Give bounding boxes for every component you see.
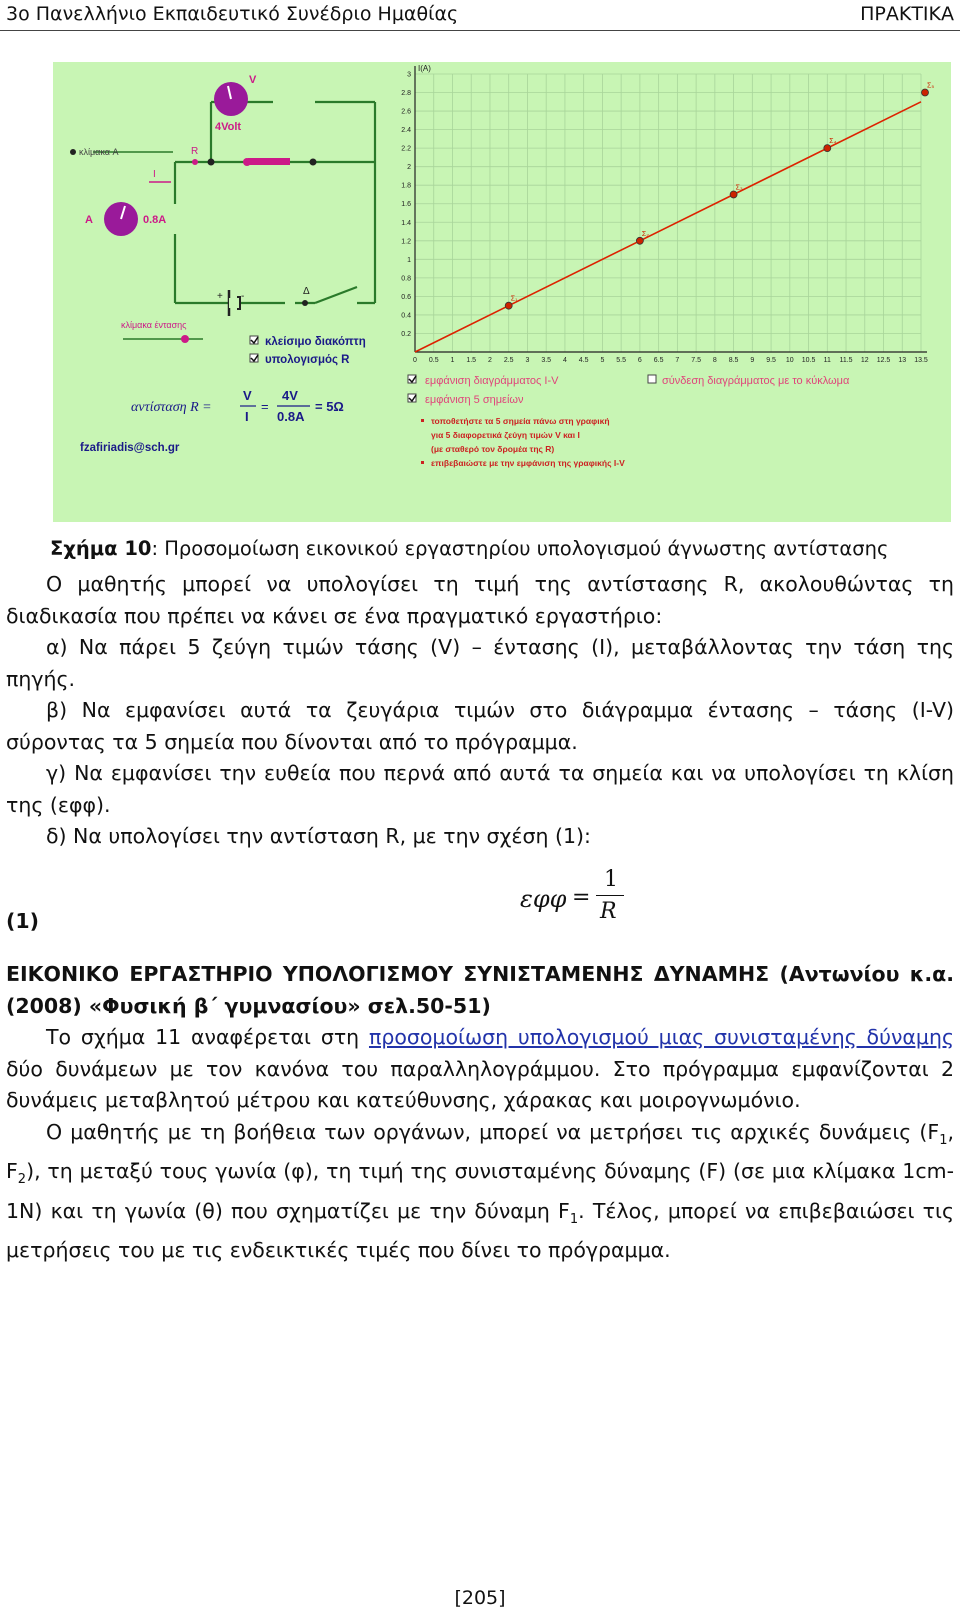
paragraph: γ) Να εμφανίσει την ευθεία που περνά από αυτά τα σημεία και να υπολογίσει τη κλίση της (εφφ). — [6, 761, 954, 817]
resistor — [248, 158, 290, 165]
simulation-link[interactable]: προσομοίωση υπολογισμού μιας συνισταμένης δύναμης — [368, 1025, 954, 1049]
voltmeter-letter: V — [249, 74, 257, 86]
y-tick-label: 0.2 — [401, 330, 411, 338]
paragraph: β) Να εμφανίσει αυτά τα ζευγάρια τιμών στο διάγραμμα έντασης – τάσης (I-V) σύροντας τα 5 σημεία που δίνονται από το πρόγραμμα. — [6, 698, 954, 754]
data-point-label: Σ₂ — [641, 230, 649, 238]
subscript: 1 — [939, 1132, 948, 1148]
formula-left: αντίσταση R = — [131, 400, 212, 415]
simulation-figure — [53, 62, 951, 522]
instruction-line: τοποθετήστε τα 5 σημεία πάνω στη γραφική — [431, 416, 610, 426]
x-tick-label: 9 — [750, 357, 755, 364]
equation-lhs: εφφ — [520, 885, 567, 913]
battery-plus: + — [217, 291, 223, 302]
checkbox-show-iv[interactable] — [408, 375, 559, 387]
node-right — [310, 159, 317, 166]
formula-result: = 5Ω — [315, 399, 344, 414]
data-point-label: Σ₁ — [510, 295, 518, 303]
checkbox-calc-r-label: υπολογισμός R — [265, 354, 350, 366]
checkbox-calc-r[interactable] — [250, 354, 350, 366]
y-tick-label: 1.6 — [401, 201, 411, 209]
y-tick-label: 1 — [407, 256, 411, 264]
subscript: 2 — [17, 1172, 27, 1188]
resistor-left-node — [243, 158, 251, 166]
y-tick-label: 0.4 — [401, 312, 411, 320]
paragraph: δ) Να υπολογίσει την αντίσταση R, με την σχέση (1): — [46, 824, 591, 848]
checkbox-connect[interactable] — [648, 375, 850, 387]
y-tick-label: 2.4 — [401, 127, 411, 135]
header-conference-title: 3ο Πανελλήνιο Εκπαιδευτικό Συνέδριο Ημαθίας — [6, 3, 459, 25]
instruction-line: (με σταθερό τον δρομέα της R) — [431, 444, 555, 454]
checkbox-show-points[interactable] — [408, 394, 524, 406]
fit-line — [415, 102, 921, 352]
equation — [520, 867, 660, 943]
x-tick-label: 2 — [488, 357, 492, 364]
subscript: 1 — [569, 1211, 579, 1227]
data-point — [922, 89, 929, 96]
scale-a-slider-handle[interactable] — [70, 149, 76, 155]
x-tick-label: 5 — [600, 357, 605, 364]
paragraph-text: Το σχήμα 11 αναφέρεται στη — [46, 1025, 369, 1049]
x-tick-label: 0.5 — [428, 357, 439, 364]
checkbox-switch-label: κλείσιμο διακόπτη — [265, 336, 366, 348]
instruction-line: επιβεβαιώστε με την εμφάνιση της γραφικής I-V — [431, 458, 625, 468]
x-tick-label: 11 — [823, 357, 831, 364]
page-number: [205] — [454, 1587, 506, 1609]
scale-a-label: κλίμακα A — [79, 147, 119, 157]
current-label: I — [153, 169, 156, 180]
x-tick-label: 4 — [562, 357, 567, 364]
x-tick-label: 6.5 — [653, 357, 664, 364]
ammeter-reading: 0.8A — [143, 214, 167, 226]
x-tick-label: 1 — [450, 357, 455, 364]
ammeter-letter: A — [85, 214, 93, 226]
equation-denominator: R — [600, 899, 617, 924]
x-tick-label: 11.5 — [839, 357, 853, 364]
y-tick-label: 0.6 — [401, 293, 411, 301]
author-email: fzafiriadis@sch.gr — [80, 442, 180, 454]
x-tick-label: 9.5 — [766, 357, 776, 364]
x-tick-label: 2.5 — [503, 357, 514, 364]
x-tick-label: 7 — [675, 357, 680, 364]
y-tick-label: 3 — [407, 71, 411, 79]
resistor-slider-handle[interactable] — [192, 159, 198, 165]
checkbox-switch[interactable] — [250, 336, 366, 348]
equation-equals: = — [572, 885, 591, 910]
data-point — [824, 145, 831, 152]
figure-caption — [50, 537, 888, 560]
x-tick-label: 12.5 — [876, 357, 891, 364]
formula-v: V — [243, 388, 252, 403]
x-tick-label: 10 — [785, 357, 794, 364]
switch-label: Δ — [303, 286, 310, 297]
scale-v-label: κλίμακα έντασης — [121, 320, 187, 330]
formula-08a: 0.8A — [277, 409, 305, 424]
data-point — [730, 191, 737, 198]
formula-4v: 4V — [282, 388, 298, 403]
instructions — [421, 416, 625, 468]
page-header — [0, 0, 960, 31]
data-point-label: Σ₄ — [829, 138, 837, 146]
body-section-1 — [6, 569, 954, 853]
paragraph-text: Ο μαθητής με τη βοήθεια των οργάνων, μπορεί να μετρήσει τις αρχικές δυνάμεις (F — [46, 1119, 940, 1144]
x-tick-label: 5.5 — [616, 357, 627, 364]
simulation-svg — [53, 62, 951, 522]
paragraph-text: , F — [6, 1119, 954, 1184]
switch-pivot[interactable] — [302, 300, 308, 306]
x-tick-label: 8.5 — [728, 357, 739, 364]
equation-number: (1) — [6, 909, 40, 933]
caption-label: Σχήμα 10 — [50, 537, 152, 560]
x-tick-label: 4.5 — [578, 357, 589, 364]
resistor-label: R — [191, 146, 199, 157]
paragraph: Ο μαθητής μπορεί να υπολογίσει τη τιμή της αντίστασης R, ακολουθώντας τη διαδικασία που πρέπει να κάνει σε ένα πραγματικό εργαστήριο: — [6, 572, 954, 628]
x-tick-label: 6 — [637, 357, 642, 364]
checkbox-connect-label: σύνδεση διαγράμματος με το κύκλωμα — [662, 375, 850, 387]
node-left — [208, 159, 215, 166]
data-point — [636, 237, 643, 244]
y-tick-label: 1.8 — [401, 182, 411, 190]
data-point-label: Σ₅ — [927, 82, 935, 90]
section-heading: ΕΙΚΟΝΙΚΟ ΕΡΓΑΣΤΗΡΙΟ ΥΠΟΛΟΓΙΣΜΟΥ ΣΥΝΙΣΤΑΜΕΝΗΣ ΔΥΝΑΜΗΣ (Αντωνίου κ.α. (2008) «Φυσική β΄ γυμνασίου» σελ.50-51) — [6, 962, 954, 1018]
checkbox-show-iv-label: εμφάνιση διαγράμματος I-V — [425, 375, 559, 387]
x-tick-label: 13.5 — [914, 357, 928, 364]
svg-text:=: = — [261, 399, 269, 414]
x-tick-label: 3.5 — [541, 357, 552, 364]
x-tick-label: 0 — [413, 357, 417, 364]
caption-text: : Προσομοίωση εικονικού εργαστηρίου υπολογισμού άγνωστης αντίστασης — [151, 537, 889, 560]
circuit — [175, 102, 375, 303]
paragraph — [6, 1117, 954, 1267]
x-tick-label: 10.5 — [801, 357, 816, 364]
y-tick-label: 0.8 — [401, 275, 411, 283]
battery-minus: - — [241, 291, 245, 302]
y-axis-label: I(A) — [418, 64, 431, 73]
header-section-title: ΠΡΑΚΤΙΚΑ — [860, 3, 954, 25]
y-tick-label: 2.6 — [401, 108, 411, 116]
paragraph: α) Να πάρει 5 ζεύγη τιμών τάσης (V) – έντασης (I), μεταβάλλοντας την τάση της πηγής. — [6, 635, 954, 691]
y-tick-label: 2 — [407, 164, 411, 172]
x-tick-label: 1.5 — [466, 357, 477, 364]
y-tick-label: 2.2 — [401, 145, 411, 153]
x-tick-label: 8 — [712, 357, 717, 364]
checkbox-show-points-label: εμφάνιση 5 σημείων — [425, 394, 524, 406]
equation-numerator: 1 — [604, 867, 618, 892]
data-point-label: Σ₃ — [735, 184, 743, 192]
paragraph-text: ), τη μεταξύ τους γωνία (φ), τη τιμή της συνισταμένης δύναμης (F) (σε μια κλίμακα 1cm-1N) και τη γωνία (θ) που σχηματίζει με την δύναμη F — [6, 1159, 954, 1223]
data-point — [505, 302, 512, 309]
y-tick-label: 1.2 — [401, 238, 411, 246]
formula-i: I — [245, 409, 249, 424]
paragraph-text: δύο δυνάμεων με τον κανόνα του παραλληλογράμμου. Στο πρόγραμμα εμφανίζονται 2 δυνάμεις μεταβλητού μέτρου και κατεύθυνσης, χάρακας και μοιρογνωμόνιο. — [6, 1056, 954, 1112]
iv-graph — [401, 64, 934, 364]
paragraph-text: . Τέλος, μπορεί να επιβεβαιώσει τις μετρήσεις του με τις ενδεικτικές τιμές που δίνει το πρόγραμμα. — [6, 1198, 954, 1263]
scale-v-slider-handle[interactable] — [181, 335, 189, 343]
x-tick-label: 7.5 — [691, 357, 701, 364]
y-tick-label: 1.4 — [401, 219, 411, 227]
paragraph — [6, 1022, 954, 1117]
instruction-line: για 5 διαφορετικά ζεύγη τιμών V και I — [431, 430, 580, 440]
y-tick-label: 2.8 — [401, 90, 411, 98]
voltmeter-reading: 4Volt — [215, 121, 242, 133]
body-section-2 — [6, 959, 954, 1267]
x-tick-label: 12 — [860, 357, 869, 364]
x-tick-label: 3 — [525, 357, 530, 364]
x-tick-label: 13 — [898, 357, 907, 364]
